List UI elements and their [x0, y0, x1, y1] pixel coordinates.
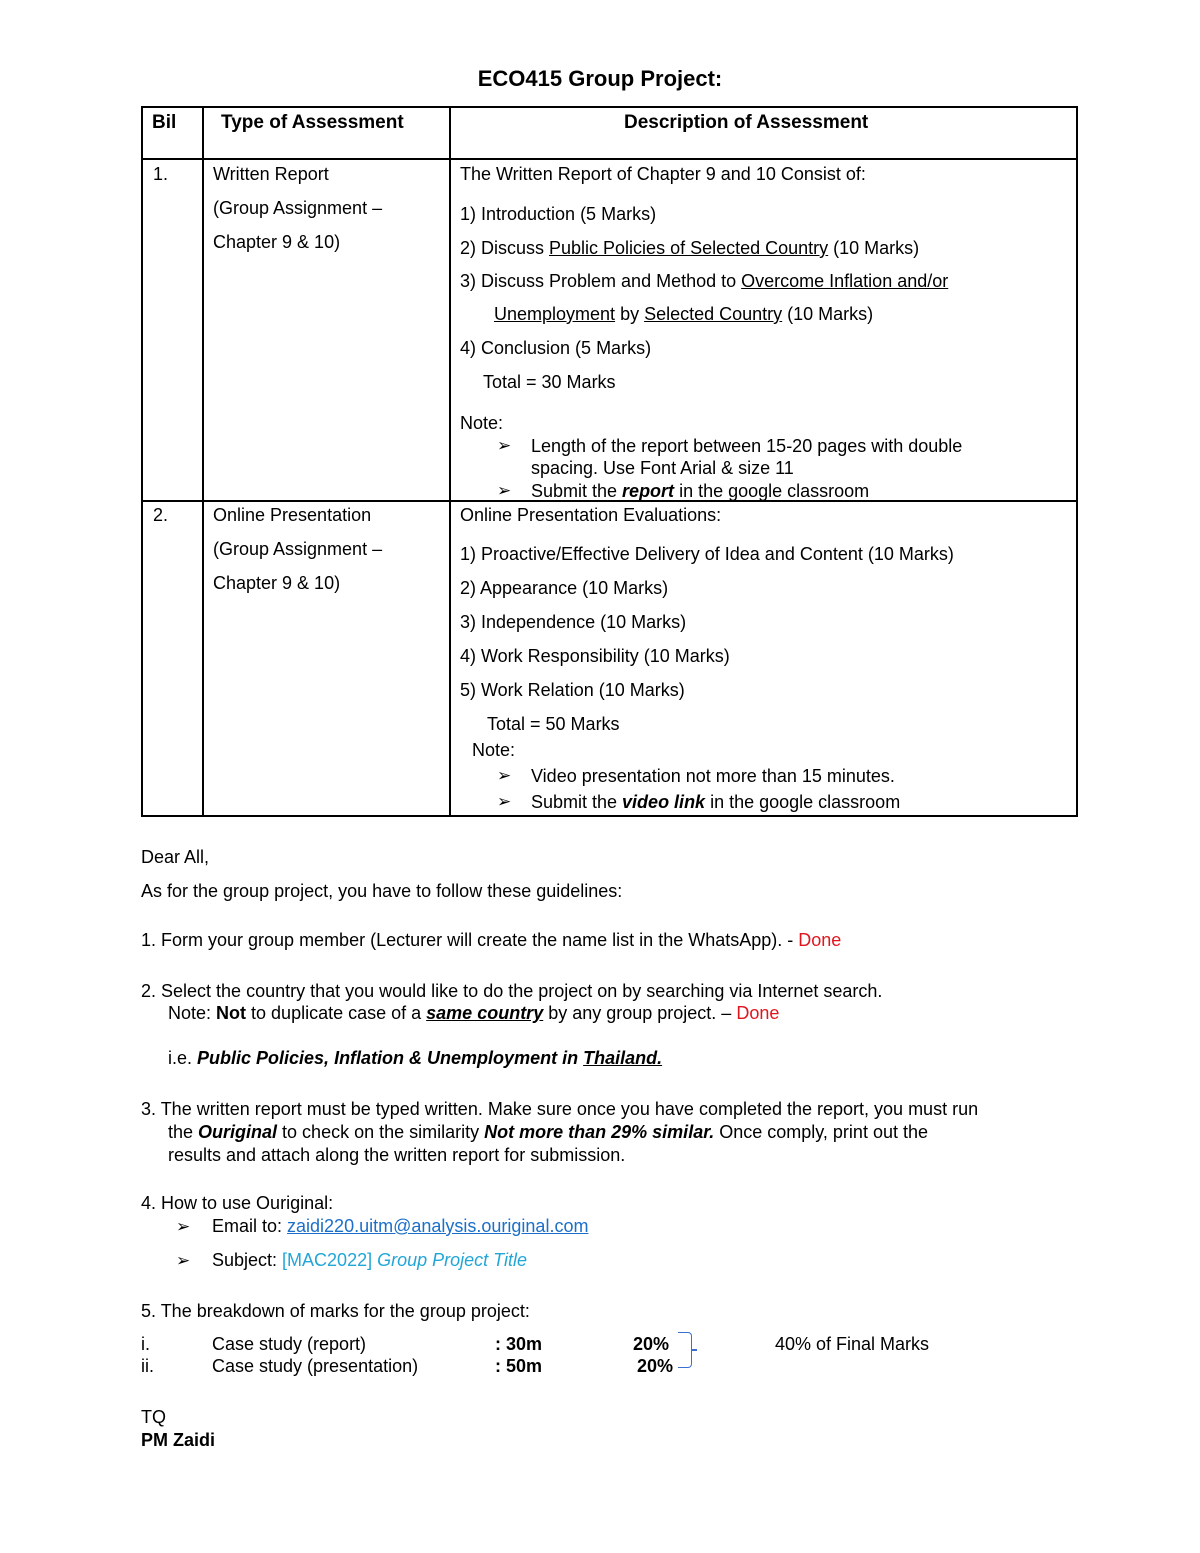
guideline-1: 1. Form your group member (Lecturer will create the name list in the WhatsApp). - Done: [141, 930, 842, 950]
marks-row-1-label: Case study (report): [212, 1334, 367, 1354]
row2-type-line1: Online Presentation: [213, 505, 372, 525]
row1-note: Note:: [460, 413, 504, 433]
table-header-divider: [141, 158, 1078, 160]
row2-item1: 1) Proactive/Effective Delivery of Idea and Content (10 Marks): [460, 544, 954, 564]
signature: PM Zaidi: [141, 1430, 216, 1450]
page-title: ECO415 Group Project:: [477, 66, 723, 91]
marks-row-2-pct: 20%: [637, 1356, 674, 1376]
row1-bullet2: Submit the report in the google classroom: [531, 481, 870, 501]
status-done: Done: [736, 1003, 780, 1023]
row1-bullet1-line2: spacing. Use Font Arial & size 11: [531, 458, 794, 478]
row1-item1: 1) Introduction (5 Marks): [460, 204, 657, 224]
marks-row-1-marks: : 30m: [495, 1334, 543, 1354]
row2-type-line2: (Group Assignment –: [213, 539, 383, 559]
row2-bullet2: Submit the video link in the google classroom: [531, 792, 901, 812]
arrow-bullet-icon: ➢: [497, 481, 512, 500]
table-border-right: [1076, 106, 1078, 817]
guideline-3-line2: the Ouriginal to check on the similarity Not more than 29% similar. Once comply, print out the: [168, 1122, 928, 1142]
marks-row-2-marks: : 50m: [495, 1356, 543, 1376]
row2-item5: 5) Work Relation (10 Marks): [460, 680, 685, 700]
row1-item3-line1: 3) Discuss Problem and Method to Overcome Inflation and/or: [460, 271, 949, 291]
row1-type-line2: (Group Assignment –: [213, 198, 383, 218]
row2-intro: Online Presentation Evaluations:: [460, 505, 722, 525]
row1-intro: The Written Report of Chapter 9 and 10 Consist of:: [460, 164, 866, 184]
header-type: Type of Assessment: [221, 112, 404, 133]
row1-type-line3: Chapter 9 & 10): [213, 232, 341, 252]
status-done: Done: [798, 930, 842, 950]
arrow-bullet-icon: ➢: [497, 766, 512, 785]
row1-bil: 1.: [153, 164, 169, 184]
row2-bil: 2.: [153, 505, 169, 525]
guideline-3-line1: 3. The written report must be typed written. Make sure once you have completed the report, you must run: [141, 1099, 979, 1119]
guideline-5-title: 5. The breakdown of marks for the group project:: [141, 1301, 530, 1321]
row2-total: Total = 50 Marks: [487, 714, 620, 734]
header-bil: Bil: [152, 112, 177, 133]
closing: TQ: [141, 1407, 166, 1427]
row2-note: Note:: [472, 740, 516, 760]
guideline-2-example: i.e. Public Policies, Inflation & Unemployment in Thailand.: [168, 1048, 663, 1068]
email-link[interactable]: zaidi220.uitm@analysis.ouriginal.com: [287, 1216, 589, 1236]
guideline-2-note: Note: Not to duplicate case of a same country by any group project. – Done: [168, 1003, 780, 1023]
table-col-divider-1: [202, 106, 204, 817]
row2-bullet1: Video presentation not more than 15 minutes.: [531, 766, 895, 786]
marks-row-1-pct: 20%: [633, 1334, 670, 1354]
email-line: Email to: zaidi220.uitm@analysis.ouriginal.com: [212, 1216, 589, 1236]
table-border-bottom: [141, 815, 1078, 817]
marks-row-1-num: i.: [141, 1334, 150, 1354]
greeting: Dear All,: [141, 847, 210, 867]
row2-type-line3: Chapter 9 & 10): [213, 573, 341, 593]
row2-item4: 4) Work Responsibility (10 Marks): [460, 646, 730, 666]
marks-row-2-label: Case study (presentation): [212, 1356, 419, 1376]
table-border-left: [141, 106, 143, 817]
table-border-top: [141, 106, 1078, 108]
arrow-bullet-icon: ➢: [176, 1251, 191, 1270]
row1-item4: 4) Conclusion (5 Marks): [460, 338, 652, 358]
arrow-bullet-icon: ➢: [176, 1217, 191, 1236]
row1-type-line1: Written Report: [213, 164, 329, 184]
row1-item3-line2: Unemployment by Selected Country (10 Marks): [494, 304, 874, 324]
arrow-bullet-icon: ➢: [497, 436, 512, 455]
row1-bullet1-line1: Length of the report between 15-20 pages with double: [531, 436, 963, 456]
guideline-3-line3: results and attach along the written report for submission.: [168, 1145, 626, 1165]
table-col-divider-2: [449, 106, 451, 817]
arrow-bullet-icon: ➢: [497, 792, 512, 811]
bracket-shape: [678, 1332, 692, 1368]
row1-item2: 2) Discuss Public Policies of Selected Country (10 Marks): [460, 238, 920, 258]
marks-row-2-num: ii.: [141, 1356, 154, 1376]
row2-item2: 2) Appearance (10 Marks): [460, 578, 669, 598]
final-marks: 40% of Final Marks: [775, 1334, 930, 1354]
subject-line: Subject: [MAC2022] Group Project Title: [212, 1250, 527, 1270]
row2-item3: 3) Independence (10 Marks): [460, 612, 687, 632]
header-description: Description of Assessment: [624, 112, 869, 133]
guideline-2: 2. Select the country that you would like to do the project on by searching via Internet search.: [141, 981, 883, 1001]
guideline-4-title: 4. How to use Ouriginal:: [141, 1193, 334, 1213]
row1-total: Total = 30 Marks: [483, 372, 616, 392]
intro-text: As for the group project, you have to follow these guidelines:: [141, 881, 623, 901]
